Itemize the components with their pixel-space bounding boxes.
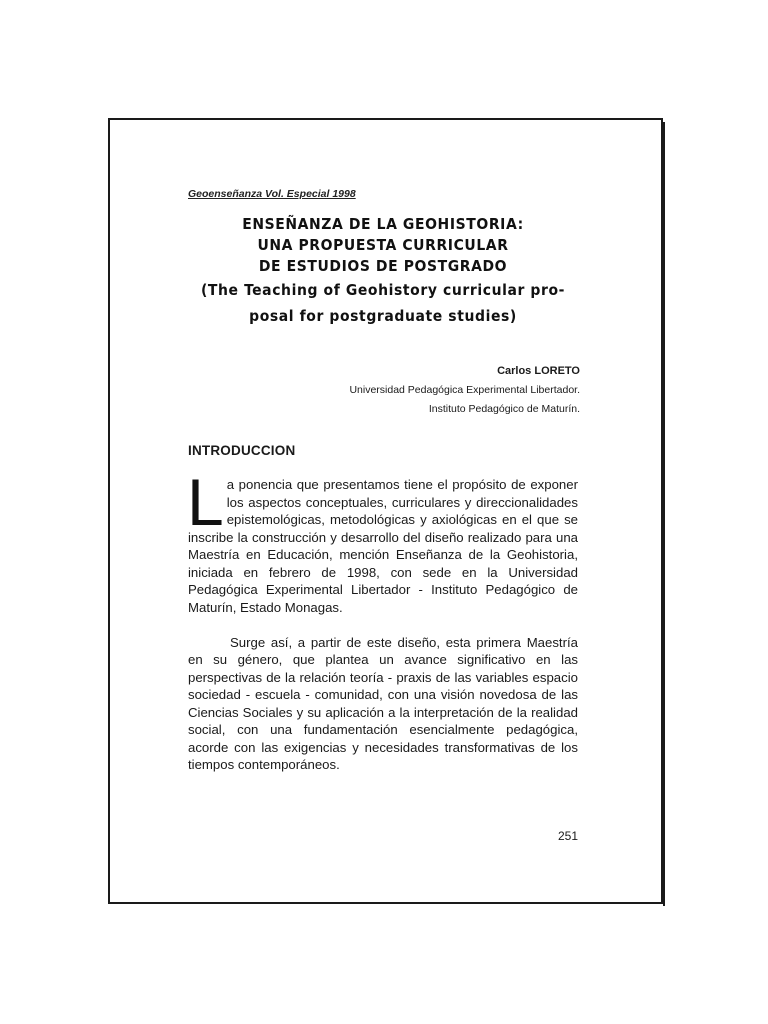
body-text — [187, 465, 578, 774]
paragraph-1 — [187, 465, 578, 616]
author-affiliation-2: Instituto Pedagógico de Maturín. — [428, 403, 580, 415]
journal-header: Geoenseñanza Vol. Especial 1998 — [188, 188, 356, 200]
english-title-line-1: (The Teaching of Geohistory curricular pro- — [200, 281, 566, 299]
title-line-1: ENSEÑANZA DE LA GEOHISTORIA: — [242, 215, 524, 233]
section-heading: INTRODUCCION — [188, 443, 296, 458]
paragraph-1-text: a ponencia que presentamos tiene el propósito de exponer los aspectos conceptuales, curriculares y direccionalidades epistemológicas, metodológicas y axiológicas en el que se inscribe la construcción y desarrollo del diseño realizado para una Maestría en Educación, mención Enseñanza de la Geohistoria, iniciada en febrero de 1998, con sede en la Universidad Pedagógica Experimental Libertador - Instituto Pedagógico de Maturín, Estado Monagas. — [188, 477, 578, 615]
author-block — [349, 362, 580, 419]
paragraph-2: Surge así, a partir de este diseño, esta primera Maestría en su género, que plantea un avance significativo en las perspectivas de la relación teoría - praxis de las variables espacio sociedad - escuela - comunidad, con una visión novedosa de las Ciencias Sociales y su aplicación a la interpretación de la realidad social, con una fundamentación esencialmente pedagógica, acorde con las exigencias y necesidades transformativas de los tiempos contemporáneos. — [188, 634, 578, 772]
english-title-line-2: posal for postgraduate studies) — [249, 307, 517, 325]
article-title — [188, 214, 578, 329]
author-name: Carlos LORETO — [497, 365, 580, 377]
drop-cap: L — [187, 465, 224, 539]
author-affiliation-1: Universidad Pedagógica Experimental Libertador. — [349, 384, 580, 396]
title-line-3: DE ESTUDIOS DE POSTGRADO — [258, 257, 508, 275]
page-number: 251 — [557, 829, 578, 843]
title-line-2: UNA PROPUESTA CURRICULAR — [257, 236, 509, 254]
